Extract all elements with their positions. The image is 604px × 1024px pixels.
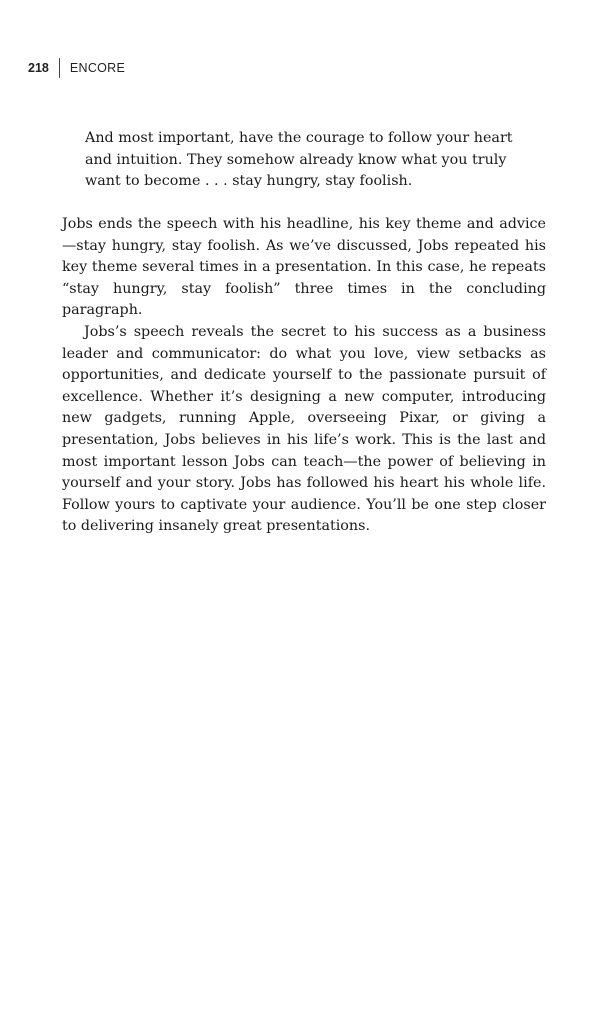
running-head [28, 58, 125, 78]
paragraph-1: Jobs ends the speech with his headline, his key theme and advice—stay hungry, stay foolish. As we’ve discussed, Jobs repeated his key theme several times in a presentation. In this case, he repeats “stay hungry, stay foolish” three times in the concluding paragraph. [62, 216, 546, 319]
body-text [62, 214, 546, 538]
block-quote: And most important, have the courage to follow your heart and intuition. They somehow already know what you truly want to become . . . stay hungry, stay foolish. [85, 130, 513, 189]
paragraph-2: Jobs’s speech reveals the secret to his success as a business leader and communicator: do what you love, view setbacks as opportunities, and dedicate yourself to the passionate pursuit of excellence. Whether it’s designing a new computer, introducing new gadgets, running Apple, overseeing Pixar, or giving a presentation, Jobs believes in his life’s work. This is the last and most important lesson Jobs can teach—the power of believing in yourself and your story. Jobs has followed his heart his whole life. Follow yours to captivate your audience. You’ll be one step closer to delivering insanely great presentations. [62, 323, 546, 535]
page-number: 218 [28, 61, 49, 75]
section-title: ENCORE [69, 61, 126, 75]
header-divider [59, 58, 60, 78]
